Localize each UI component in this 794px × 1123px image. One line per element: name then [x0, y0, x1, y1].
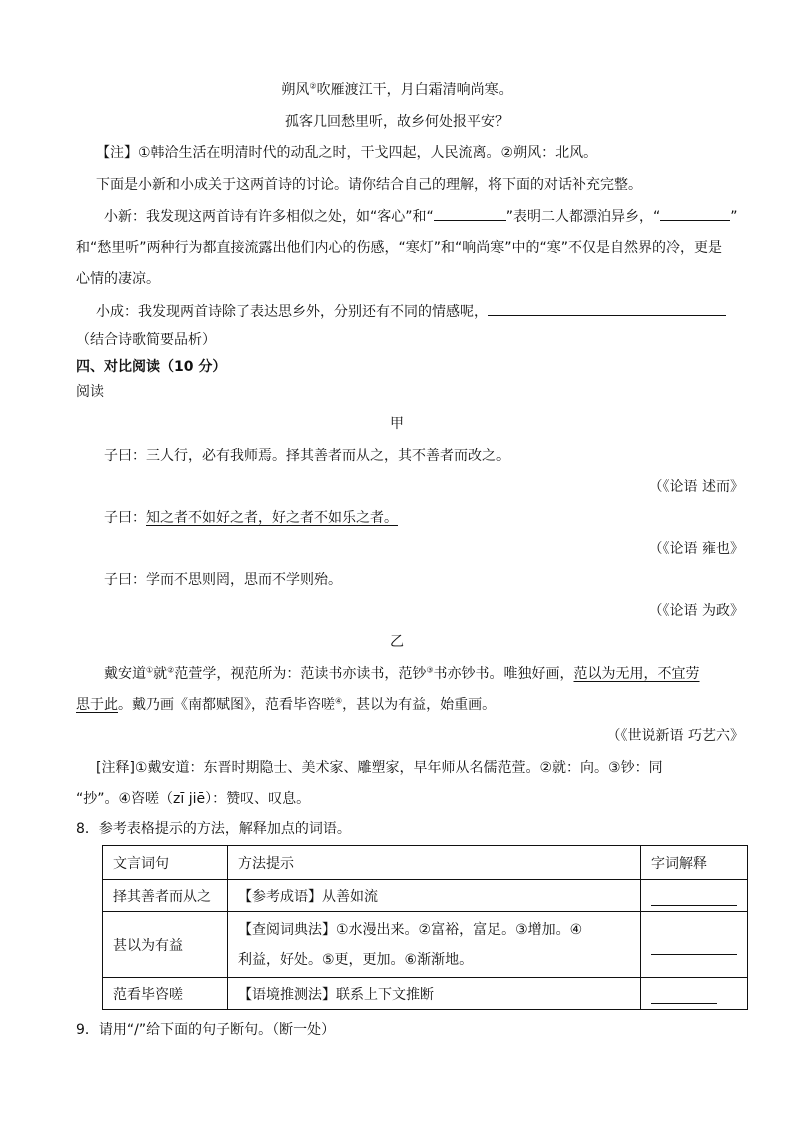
table-header-cell: 文言词句 [103, 846, 228, 880]
table-row [103, 912, 748, 978]
quote-2 [104, 508, 398, 528]
answer-cell[interactable] [641, 978, 748, 1010]
xiaoxin-text-3: ” [730, 209, 738, 225]
xiaoxin-line-1 [104, 206, 738, 227]
xiaoxin-line-3: 心情的凄凉。 [76, 271, 160, 287]
answer-line[interactable] [651, 1002, 717, 1004]
method-cell: 【参考成语】从善如流 [228, 880, 641, 912]
xiaocheng-line [96, 301, 726, 322]
answer-cell[interactable] [641, 880, 748, 912]
text-jia-heading: 甲 [390, 416, 404, 432]
poem-note: 【注】①韩洽生活在明清时代的动乱之时，干戈四起，人民流离。②朔风：北风。 [96, 145, 598, 161]
answer-cell[interactable] [641, 912, 748, 978]
yi-text-c: 范萱学，视范所为：范读书亦读书，范钞 [174, 666, 427, 682]
yi-text-b: 就 [153, 666, 168, 682]
yi-source: （《世说新语 巧艺六》 [606, 728, 744, 744]
phrase-cell: 择其善者而从之 [103, 880, 228, 912]
method-line-1: 【查阅词典法】①水漫出来。②富裕，富足。③增加。④ [238, 921, 583, 938]
quote-2-source: （《论语 雍也》 [648, 541, 744, 557]
yi-text-e: 。戴乃画《南都赋图》，范看毕咨嗟 [118, 697, 335, 713]
footnote-mark: ① [146, 665, 154, 675]
yi-text-a: 戴安道 [104, 666, 146, 682]
yi-text-f: ，甚以为有益，始重画。 [342, 697, 497, 713]
footnote-mark: ② [167, 665, 175, 675]
quote-1: 子曰：三人行，必有我师焉。择其善者而从之，其不善者而改之。 [104, 448, 510, 464]
poem-line-1 [0, 80, 794, 100]
vocab-table [102, 845, 748, 1010]
question-8-prompt: 8．参考表格提示的方法，解释加点的词语。 [76, 821, 351, 837]
footnote-mark: ④ [335, 696, 343, 706]
answer-blank-2[interactable] [660, 206, 730, 221]
quote-3: 子曰：学而不思则罔，思而不学则殆。 [104, 572, 342, 588]
yi-line-2 [76, 695, 496, 715]
quote-1-source: （《论语 述而》 [648, 479, 744, 495]
section-title: 四、对比阅读（10 分） [76, 359, 227, 375]
phrase-cell: 甚以为有益 [103, 912, 228, 978]
yi-underlined-1: 范以为无用，不宜劳 [573, 666, 700, 682]
answer-line[interactable] [651, 953, 737, 955]
footnote-mark: ③ [426, 665, 434, 675]
table-header-cell: 字词解释 [641, 846, 748, 880]
question-9-prompt: 9．请用“/”给下面的句子断句。（断一处） [76, 1022, 336, 1038]
answer-blank-3[interactable] [488, 301, 726, 316]
yi-text-d: 书亦钞书。唯独好画， [433, 666, 574, 682]
method-cell: 【语境推测法】联系上下文推断 [228, 978, 641, 1010]
discussion-intro: 下面是小新和小成关于这两首诗的讨论。请你结合自己的理解，将下面的对话补充完整。 [96, 177, 642, 193]
method-line-2: 利益，好处。⑤更，更加。⑥渐渐地。 [238, 951, 474, 968]
poem-line-1-start: 朔风 [281, 82, 310, 98]
xiaoxin-text-2: ”表明二人都漂泊异乡，“ [505, 209, 661, 225]
poem-line-1-rest: 吹雁渡江干，月白霜清响尚寒。 [316, 82, 513, 98]
xiaoxin-text-1: 小新：我发现这两首诗有许多相似之处，如“客心”和“ [104, 209, 434, 225]
quote-2-underlined: 知之者不如好之者，好之者不如乐之者。 [146, 510, 398, 526]
quote-3-source: （《论语 为政》 [648, 603, 744, 619]
notes-line-1: [注释]①戴安道：东晋时期隐士、美术家、雕塑家，早年师从名儒范萱。②就：向。③钞：同 [96, 760, 663, 776]
table-row [103, 978, 748, 1010]
notes-line-2: “抄”。④咨嗟（zī jiē）：赞叹、叹息。 [76, 791, 311, 807]
yi-underlined-2: 思于此 [76, 697, 118, 713]
poem-line-2: 孤客几回愁里听，故乡何处报平安？ [285, 114, 509, 130]
table-row [103, 880, 748, 912]
xiaoxin-line-2: 和“愁里听”两种行为都直接流露出他们内心的伤感，“寒灯”和“响尚寒”中的“寒”不仅是自然界的冷，更是 [76, 240, 723, 256]
quote-2-prefix: 子曰： [104, 510, 146, 526]
xiaocheng-text: 小成：我发现两首诗除了表达思乡外，分别还有不同的情感呢， [96, 304, 488, 320]
text-yi-heading: 乙 [390, 634, 404, 650]
table-header-cell: 方法提示 [228, 846, 641, 880]
yi-line-1 [104, 664, 700, 684]
answer-blank-1[interactable] [434, 206, 506, 221]
read-label: 阅读 [76, 384, 104, 400]
table-header-row [103, 846, 748, 880]
xiaocheng-hint: （结合诗歌简要品析） [76, 332, 216, 348]
answer-line[interactable] [651, 904, 737, 906]
footnote-mark: ② [309, 81, 317, 91]
method-cell [228, 912, 641, 978]
phrase-cell: 范看毕咨嗟 [103, 978, 228, 1010]
